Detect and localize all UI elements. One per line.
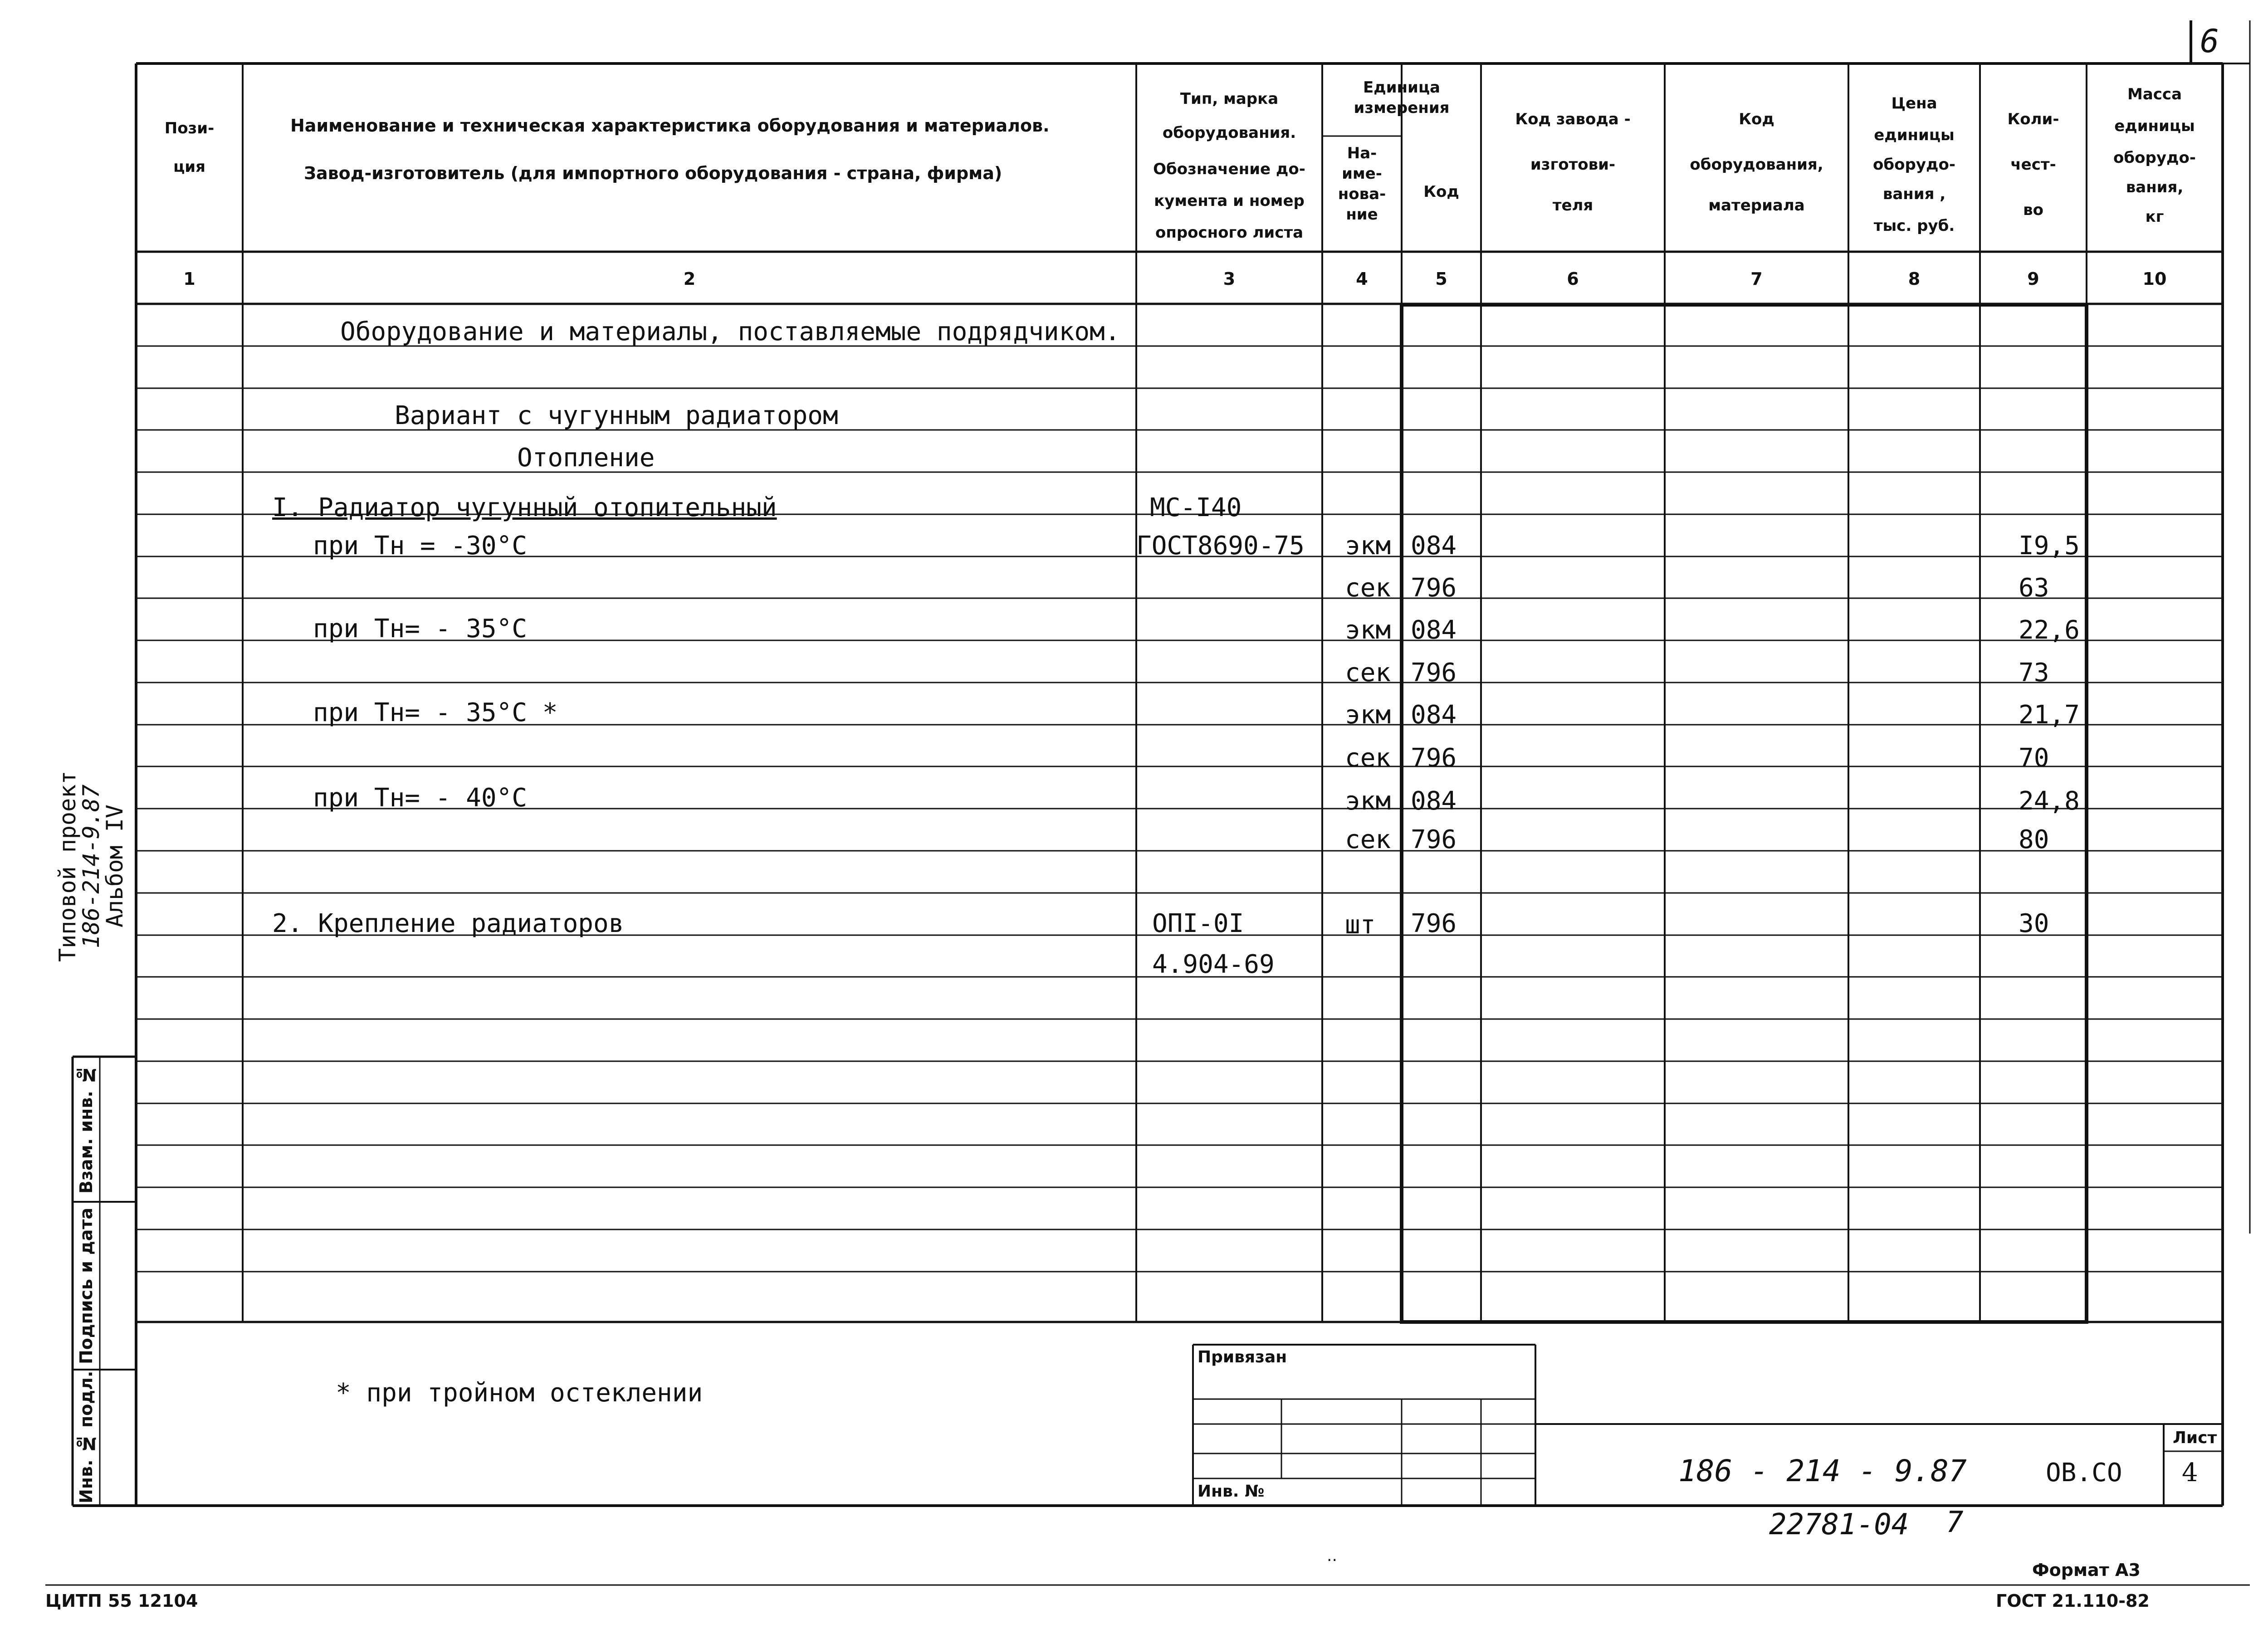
privyazan-label: Привязан	[1198, 1348, 1287, 1366]
document-mark: ОВ.СО	[2046, 1458, 2122, 1488]
table-row-variant: Вариант с чугунным радиатором	[395, 401, 838, 430]
handwritten-archive-number: 22781-04	[1769, 1508, 1909, 1541]
sheet-number: 4	[2182, 1458, 2198, 1488]
gost-label: ГОСТ 21.110-82	[1996, 1591, 2150, 1611]
stamp-inv-podl: Инв. № подл.	[76, 1371, 96, 1503]
sheet-label: Лист	[2173, 1429, 2217, 1447]
document-code: 186 - 214 - 9.87	[1678, 1454, 1967, 1488]
page-number-top: 6	[2200, 23, 2219, 60]
inv-no-label: Инв. №	[1198, 1482, 1265, 1501]
side-project-label: Типовой проект 186-214-9.87 Альбом IV	[54, 771, 128, 962]
table-row-heating: Отопление	[517, 443, 655, 473]
dots-mark: ..	[1327, 1546, 1337, 1565]
stamp-vzam: Взам. инв. №	[76, 1065, 96, 1194]
printer-label: ЦИТП 55 12104	[45, 1591, 198, 1611]
footnote: * при тройном остеклении	[336, 1378, 703, 1408]
table-row-section-title: Оборудование и материалы, поставляемые подрядчиком.	[340, 317, 1120, 346]
handwritten-sheet-number: 7	[1946, 1506, 1964, 1539]
stamp-podpis: Подпись и дата	[76, 1207, 96, 1364]
format-label: Формат А3	[2032, 1560, 2141, 1580]
